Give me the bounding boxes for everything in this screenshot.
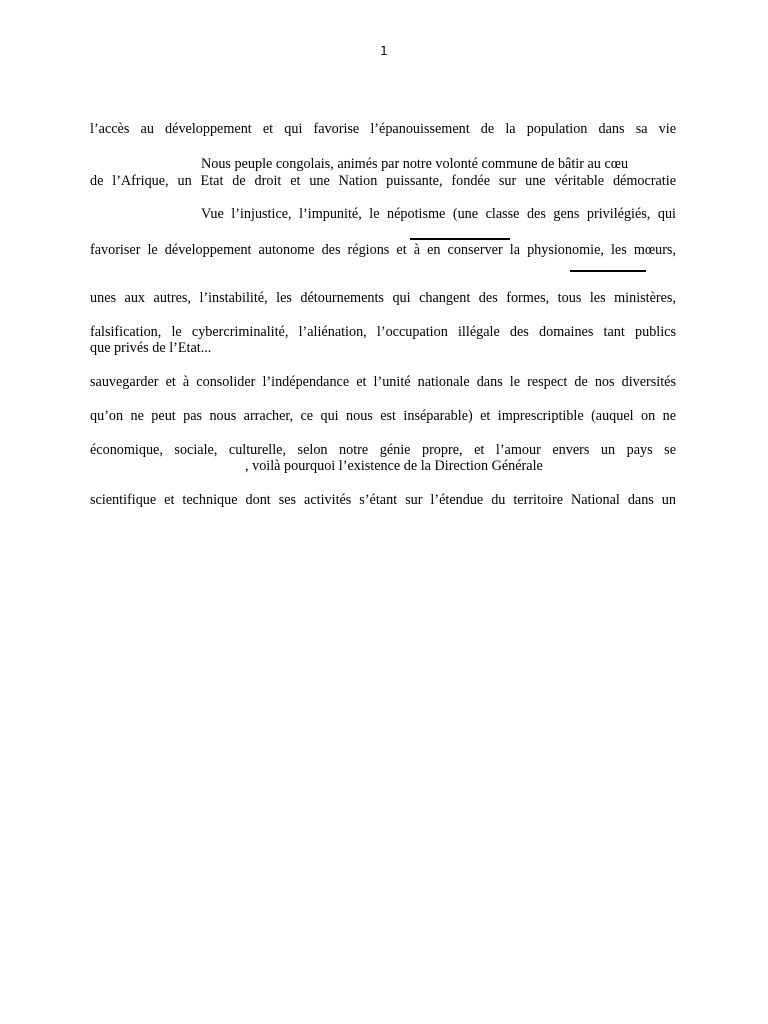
text-line-9: sauvegarder et à consolider l’indépendance et l’unité nationale dans le respect de nos diversités <box>90 374 676 390</box>
text-line-6: unes aux autres, l’instabilité, les détournements qui changent des formes, tous les ministères, <box>90 290 676 306</box>
page-number: 1 <box>380 44 388 58</box>
text-line-2: Nous peuple congolais, animés par notre volonté commune de bâtir au cœu <box>201 156 629 172</box>
text-line-13: scientifique et technique dont ses activités s’étant sur l’étendue du territoire National dans un <box>90 492 676 508</box>
text-line-11: économique, sociale, culturelle, selon notre génie propre, et l’amour envers un pays se <box>90 442 676 458</box>
redaction-rule-1 <box>410 238 510 240</box>
text-line-1: l’accès au développement et qui favorise l’épanouissement de la population dans sa vie <box>90 121 676 137</box>
text-line-12: , voilà pourquoi l’existence de la Direction Générale <box>245 458 543 474</box>
text-line-10: qu’on ne peut pas nous arracher, ce qui nous est inséparable) et imprescriptible (auquel on ne <box>90 408 676 424</box>
text-line-5: favoriser le développement autonome des régions et à en conserver la physionomie, les mœurs, <box>90 242 676 258</box>
text-line-7: falsification, le cybercriminalité, l’aliénation, l’occupation illégale des domaines tant publics <box>90 324 676 340</box>
text-line-4: Vue l’injustice, l’impunité, le népotisme (une classe des gens privilégiés, qui <box>201 206 676 222</box>
text-line-8: que privés de l’Etat... <box>90 340 212 356</box>
text-line-3: de l’Afrique, un Etat de droit et une Nation puissante, fondée sur une véritable démocratie <box>90 173 676 189</box>
redaction-rule-2 <box>570 270 646 272</box>
